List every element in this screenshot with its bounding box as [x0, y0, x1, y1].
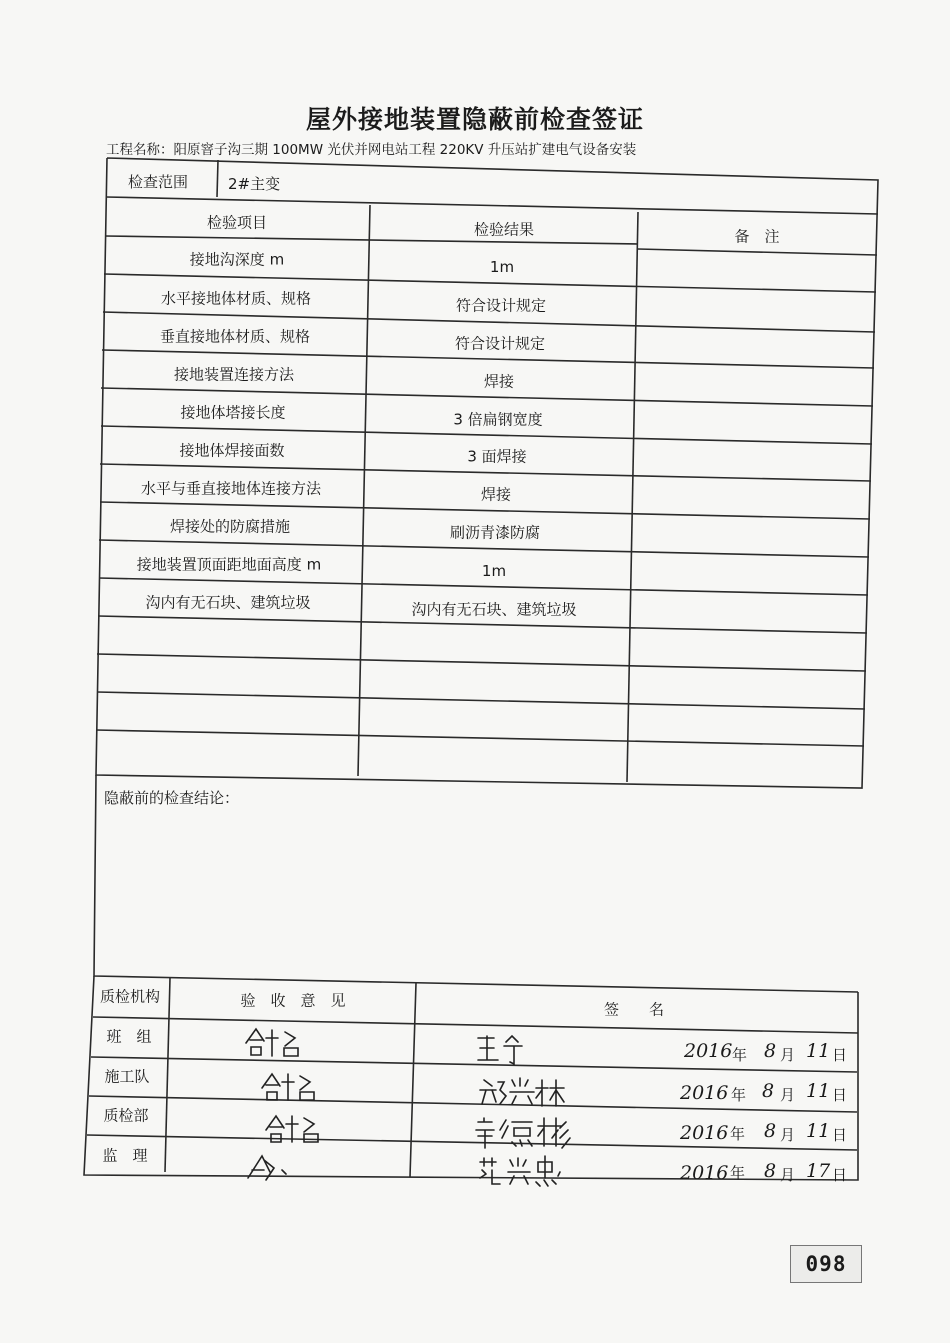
row-result: 焊接	[480, 485, 512, 504]
row-result: 沟内有无石块、建筑垃圾	[411, 600, 577, 619]
date-year: 2016	[680, 1122, 729, 1144]
date-month-unit: 月	[780, 1046, 796, 1064]
row-result: 刷沥青漆防腐	[449, 523, 541, 542]
date-year-unit: 年	[732, 1046, 748, 1064]
signoff-org: 监 理	[102, 1146, 148, 1165]
date-month-unit: 月	[780, 1086, 796, 1104]
date-day: 17	[806, 1160, 831, 1182]
date-year-unit: 年	[731, 1086, 747, 1104]
date-year: 2016	[680, 1082, 729, 1104]
row-item: 接地装置顶面距地面高度 m	[136, 555, 322, 574]
row-item: 接地装置连接方法	[173, 365, 295, 384]
signoff-org: 施工队	[104, 1067, 150, 1086]
date-month: 8	[764, 1120, 777, 1142]
scope-label: 检查范围	[128, 173, 189, 191]
date-day: 11	[806, 1080, 831, 1102]
date-month-unit: 月	[780, 1166, 796, 1184]
date-year: 2016	[680, 1162, 729, 1184]
row-result: 1m	[489, 258, 515, 276]
date-day-unit: 日	[832, 1046, 848, 1064]
date-day-unit: 日	[832, 1126, 848, 1144]
row-result: 1m	[481, 562, 507, 580]
date-month: 8	[764, 1160, 777, 1182]
date-day-unit: 日	[832, 1166, 848, 1184]
project-name: 工程名称：阳原窨子沟三期 100MW 光伏并网电站工程 220KV 升压站扩建电气设备安装	[106, 142, 637, 158]
row-result: 符合设计规定	[455, 296, 547, 315]
date-month: 8	[762, 1080, 775, 1102]
row-result: 3 面焊接	[467, 447, 527, 466]
row-item: 水平接地体材质、规格	[160, 289, 312, 308]
signoff-header-sign: 签 名	[603, 1000, 665, 1019]
row-result: 焊接	[483, 372, 515, 391]
page-title: 屋外接地装置隐蔽前检查签证	[305, 105, 644, 134]
date-day: 11	[806, 1040, 831, 1062]
signoff-org: 质检部	[103, 1106, 149, 1125]
signoff-header-opinion: 验 收 意 见	[240, 991, 346, 1010]
row-result: 符合设计规定	[454, 334, 546, 353]
date-year: 2016	[684, 1040, 733, 1062]
page-number: 098	[790, 1245, 862, 1283]
date-day: 11	[806, 1120, 831, 1142]
header-remark: 备 注	[734, 227, 780, 246]
date-day-unit: 日	[832, 1086, 848, 1104]
conclusion-label: 隐蔽前的检查结论：	[104, 789, 240, 807]
row-item: 水平与垂直接地体连接方法	[140, 479, 322, 498]
row-result: 3 倍扁钢宽度	[453, 410, 543, 429]
date-month: 8	[764, 1040, 777, 1062]
date-year-unit: 年	[730, 1125, 746, 1143]
row-item: 接地体焊接面数	[179, 441, 285, 460]
row-item: 焊接处的防腐措施	[169, 517, 291, 536]
header-item: 检验项目	[206, 213, 268, 232]
row-item: 接地体塔接长度	[180, 403, 286, 422]
signoff-org: 班 组	[106, 1027, 152, 1046]
date-month-unit: 月	[780, 1126, 796, 1144]
signoff-header-org: 质检机构	[99, 987, 161, 1006]
header-result: 检验结果	[473, 220, 535, 239]
date-year-unit: 年	[730, 1164, 746, 1182]
scope-value: 2#主变	[228, 175, 281, 193]
row-item: 沟内有无石块、建筑垃圾	[145, 593, 311, 612]
row-item: 接地沟深度 m	[189, 250, 285, 269]
row-item: 垂直接地体材质、规格	[159, 327, 311, 346]
